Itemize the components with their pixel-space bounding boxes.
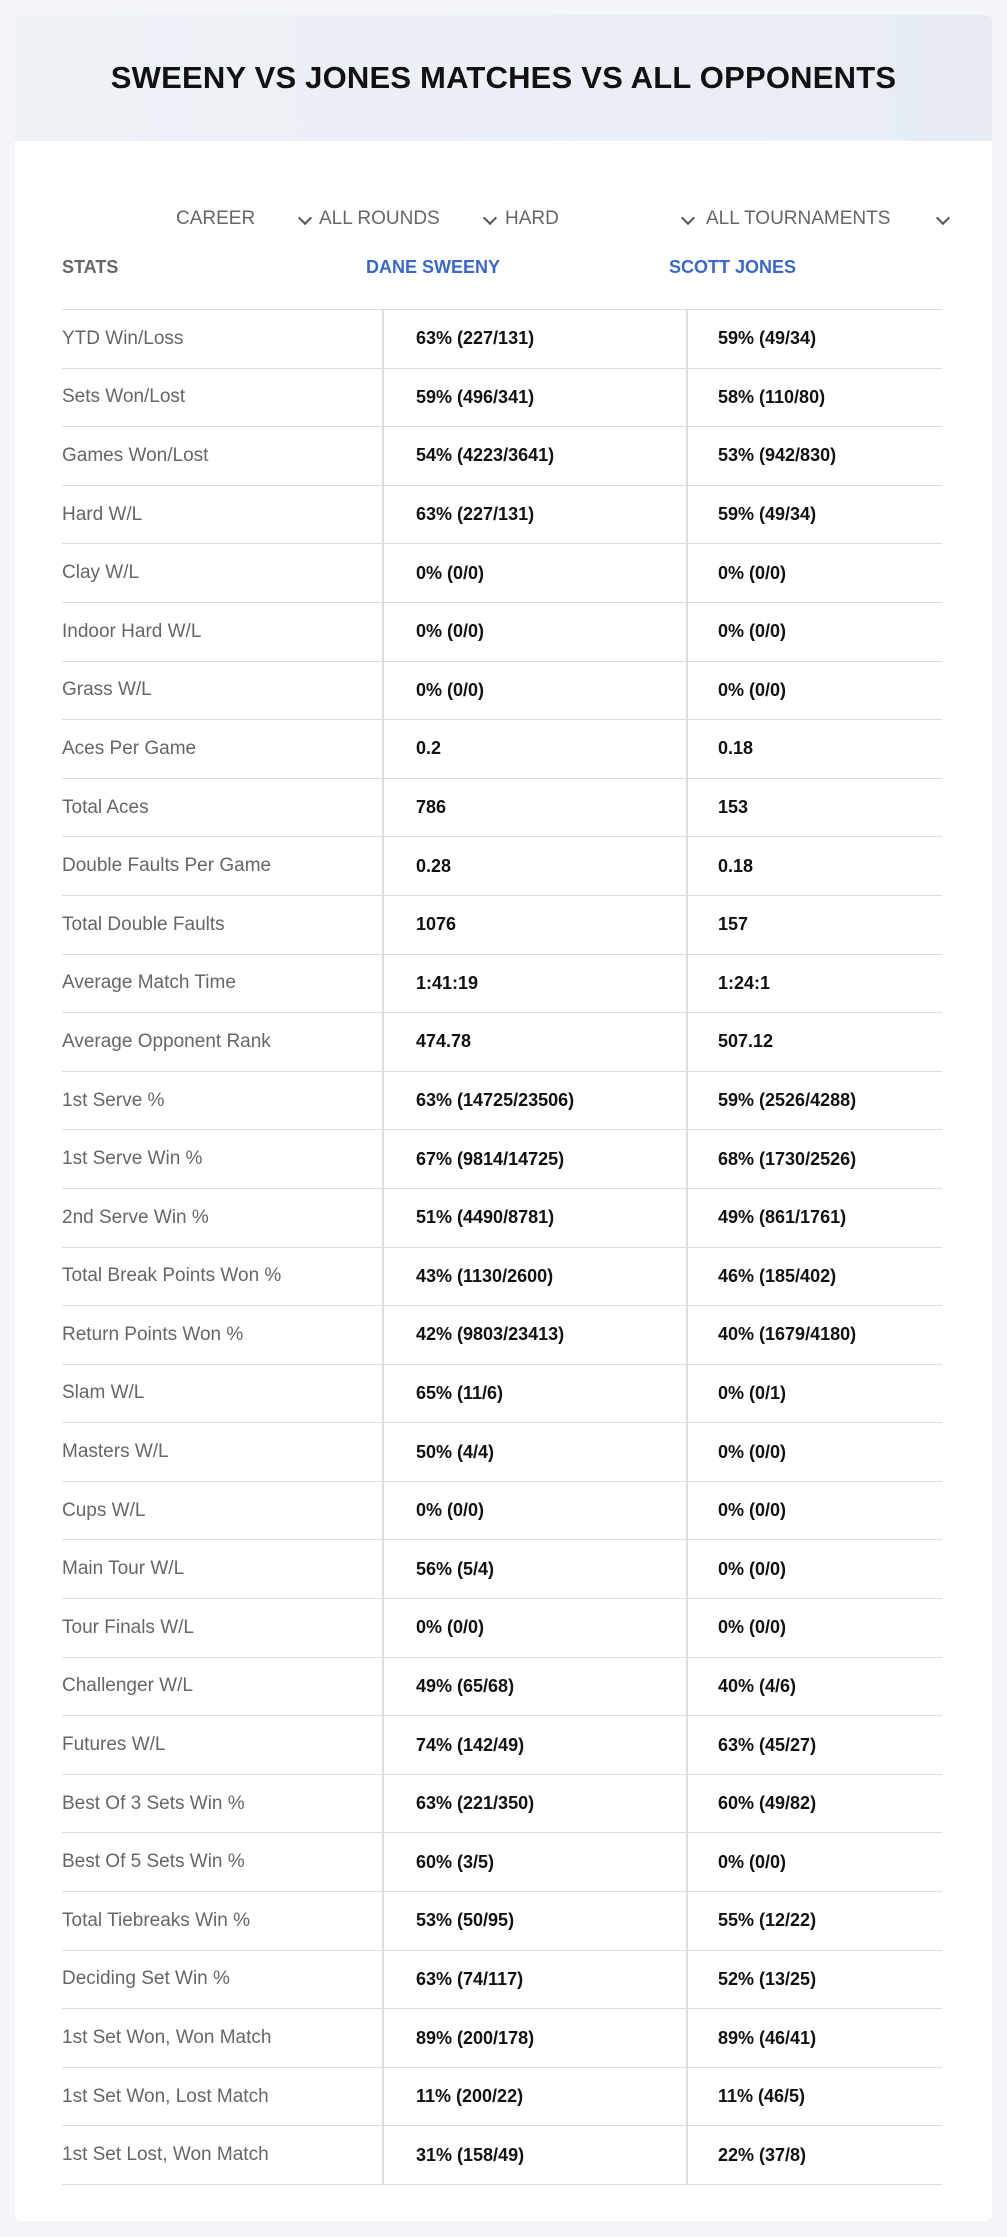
player1-value: 63% (221/350) [416, 1793, 535, 1814]
player2-value: 0% (0/0) [718, 562, 787, 583]
table-row [62, 1423, 942, 1482]
player1-value: 43% (1130/2600) [416, 1265, 554, 1286]
column-header-player2[interactable]: SCOTT JONES [669, 257, 797, 277]
player2-value: 49% (861/1761) [718, 1207, 847, 1228]
stat-label: Total Aces [62, 796, 149, 818]
player2-value: 55% (12/22) [718, 1910, 817, 1931]
stat-label: Best Of 3 Sets Win % [62, 1792, 245, 1814]
stat-label: Sets Won/Lost [62, 386, 186, 408]
player2-value: 68% (1730/2526) [718, 1148, 857, 1169]
tournaments-select[interactable] [706, 189, 966, 249]
stat-label: YTD Win/Loss [62, 327, 184, 349]
table-row [62, 1482, 942, 1541]
stat-label: Challenger W/L [62, 1675, 193, 1697]
table-row [62, 779, 942, 838]
player1-value: 67% (9814/14725) [416, 1148, 565, 1169]
stat-label: Best Of 5 Sets Win % [62, 1851, 245, 1873]
player2-value: 0% (0/0) [718, 1500, 787, 1521]
table-row [62, 1951, 942, 2010]
player1-value: 53% (50/95) [416, 1910, 515, 1931]
player1-value: 0% (0/0) [416, 621, 485, 642]
player1-value: 65% (11/6) [416, 1382, 504, 1403]
player2-value: 0% (0/0) [718, 621, 787, 642]
player1-value: 50% (4/4) [416, 1441, 495, 1462]
stat-label: Cups W/L [62, 1499, 146, 1521]
stat-label: Total Break Points Won % [62, 1265, 282, 1287]
player2-value: 60% (49/82) [718, 1793, 817, 1814]
stat-label: Clay W/L [62, 562, 140, 584]
table-row [62, 1833, 942, 1892]
player1-value: 63% (227/131) [416, 328, 535, 349]
player2-value: 59% (2526/4288) [718, 1090, 857, 1111]
table-row [62, 1716, 942, 1775]
table-row [62, 1658, 942, 1717]
table-row [62, 1540, 942, 1599]
stat-label: 1st Serve % [62, 1089, 165, 1111]
column-divider [686, 310, 688, 2185]
table-row [62, 486, 942, 545]
player1-value: 74% (142/49) [416, 1734, 525, 1755]
stat-label: Indoor Hard W/L [62, 620, 202, 642]
stat-label: Futures W/L [62, 1734, 166, 1756]
player2-value: 0.18 [718, 738, 754, 759]
table-row [62, 1599, 942, 1658]
stat-label: Average Opponent Rank [62, 1030, 271, 1052]
player1-value: 0% (0/0) [416, 562, 485, 583]
table-row [62, 603, 942, 662]
player1-value: 786 [416, 797, 447, 818]
player2-value: 1:24:1 [718, 972, 771, 993]
player1-value: 42% (9803/23413) [416, 1324, 565, 1345]
player2-value: 59% (49/34) [718, 328, 817, 349]
chevron-down-icon [936, 211, 950, 225]
table-row [62, 1306, 942, 1365]
player2-value: 40% (4/6) [718, 1675, 797, 1696]
player1-value: 0% (0/0) [416, 1500, 485, 1521]
table-row [62, 2068, 942, 2127]
table-row [62, 1892, 942, 1951]
player1-value: 11% (200/22) [416, 2086, 524, 2107]
stat-label: Return Points Won % [62, 1323, 244, 1345]
player2-value: 0% (0/0) [718, 1558, 787, 1579]
table-row [62, 1365, 942, 1424]
player2-value: 63% (45/27) [718, 1734, 817, 1755]
player1-value: 49% (65/68) [416, 1675, 515, 1696]
player1-value: 0.2 [416, 738, 442, 759]
stat-label: Masters W/L [62, 1441, 169, 1463]
table-header [62, 249, 942, 310]
player2-value: 153 [718, 797, 749, 818]
table-row [62, 1130, 942, 1189]
player2-value: 59% (49/34) [718, 504, 817, 525]
stat-label: 1st Set Won, Lost Match [62, 2085, 269, 2107]
player2-value: 507.12 [718, 1031, 774, 1052]
player1-value: 63% (227/131) [416, 504, 535, 525]
table-row [62, 1072, 942, 1131]
column-divider [382, 310, 384, 2185]
player1-value: 59% (496/341) [416, 386, 535, 407]
player2-value: 53% (942/830) [718, 445, 837, 466]
stat-label: 2nd Serve Win % [62, 1206, 209, 1228]
rounds-select[interactable] [319, 189, 499, 249]
player1-value: 0% (0/0) [416, 1617, 485, 1638]
card-header [15, 15, 992, 141]
stat-label: Deciding Set Win % [62, 1968, 230, 1990]
table-row [62, 2009, 942, 2068]
stat-label: 1st Serve Win % [62, 1148, 203, 1170]
player1-value: 474.78 [416, 1031, 472, 1052]
stat-label: Tour Finals W/L [62, 1616, 194, 1638]
player1-value: 89% (200/178) [416, 2027, 535, 2048]
table-row [62, 2126, 942, 2185]
stat-label: Hard W/L [62, 503, 143, 525]
table-row [62, 1013, 942, 1072]
column-header-stats: STATS [62, 257, 119, 277]
stat-label: Double Faults Per Game [62, 855, 272, 877]
table-row [62, 427, 942, 486]
stats-table [62, 249, 942, 2185]
tournaments-select-value: ALL TOURNAMENTS [706, 208, 891, 229]
table-body [62, 310, 942, 2185]
stat-label: Slam W/L [62, 1382, 145, 1404]
table-row [62, 310, 942, 369]
player1-value: 1076 [416, 914, 457, 935]
player1-value: 0% (0/0) [416, 679, 485, 700]
player1-value: 1:41:19 [416, 972, 479, 993]
period-select-value: CAREER [176, 208, 256, 229]
player2-value: 52% (13/25) [718, 1968, 817, 1989]
filters-bar [15, 189, 992, 249]
player1-value: 31% (158/49) [416, 2144, 525, 2165]
chevron-down-icon [483, 211, 497, 225]
table-row [62, 1189, 942, 1248]
page-title: SWEENY VS JONES MATCHES VS ALL OPPONENTS [110, 60, 897, 95]
table-row [62, 544, 942, 603]
table-row [62, 1248, 942, 1307]
surface-select-value: HARD [505, 208, 559, 229]
player2-value: 22% (37/8) [718, 2144, 807, 2165]
surface-select[interactable] [505, 189, 705, 249]
player2-value: 89% (46/41) [718, 2027, 817, 2048]
player2-value: 46% (185/402) [718, 1265, 837, 1286]
player2-value: 157 [718, 914, 749, 935]
stat-label: Aces Per Game [62, 737, 197, 759]
player2-value: 0% (0/0) [718, 1851, 787, 1872]
player1-value: 63% (14725/23506) [416, 1090, 575, 1111]
table-row [62, 955, 942, 1014]
player2-value: 0% (0/1) [718, 1382, 787, 1403]
player2-value: 0.18 [718, 855, 754, 876]
table-row [62, 662, 942, 721]
player1-value: 60% (3/5) [416, 1851, 495, 1872]
player2-value: 58% (110/80) [718, 386, 826, 407]
player2-value: 40% (1679/4180) [718, 1324, 857, 1345]
player2-value: 0% (0/0) [718, 1617, 787, 1638]
player2-value: 0% (0/0) [718, 679, 787, 700]
player2-value: 0% (0/0) [718, 1441, 787, 1462]
table-row [62, 837, 942, 896]
stat-label: Average Match Time [62, 972, 236, 994]
table-row [62, 896, 942, 955]
period-select[interactable] [176, 189, 316, 249]
column-header-player1[interactable]: DANE SWEENY [366, 257, 501, 277]
player1-value: 0.28 [416, 855, 452, 876]
rounds-select-value: ALL ROUNDS [319, 208, 440, 229]
stat-label: Games Won/Lost [62, 444, 209, 466]
stat-label: Total Double Faults [62, 913, 225, 935]
player1-value: 63% (74/117) [416, 1968, 524, 1989]
table-row [62, 1775, 942, 1834]
stat-label: 1st Set Won, Won Match [62, 2027, 272, 2049]
stat-label: Main Tour W/L [62, 1558, 185, 1580]
player2-value: 11% (46/5) [718, 2086, 806, 2107]
player1-value: 56% (5/4) [416, 1558, 495, 1579]
chevron-down-icon [298, 211, 312, 225]
chevron-down-icon [681, 211, 695, 225]
stat-label: 1st Set Lost, Won Match [62, 2144, 269, 2166]
player1-value: 54% (4223/3641) [416, 445, 555, 466]
stat-label: Grass W/L [62, 679, 152, 701]
table-row [62, 720, 942, 779]
stat-label: Total Tiebreaks Win % [62, 1909, 250, 1931]
stats-card [15, 15, 992, 2221]
player1-value: 51% (4490/8781) [416, 1207, 555, 1228]
table-row [62, 369, 942, 428]
